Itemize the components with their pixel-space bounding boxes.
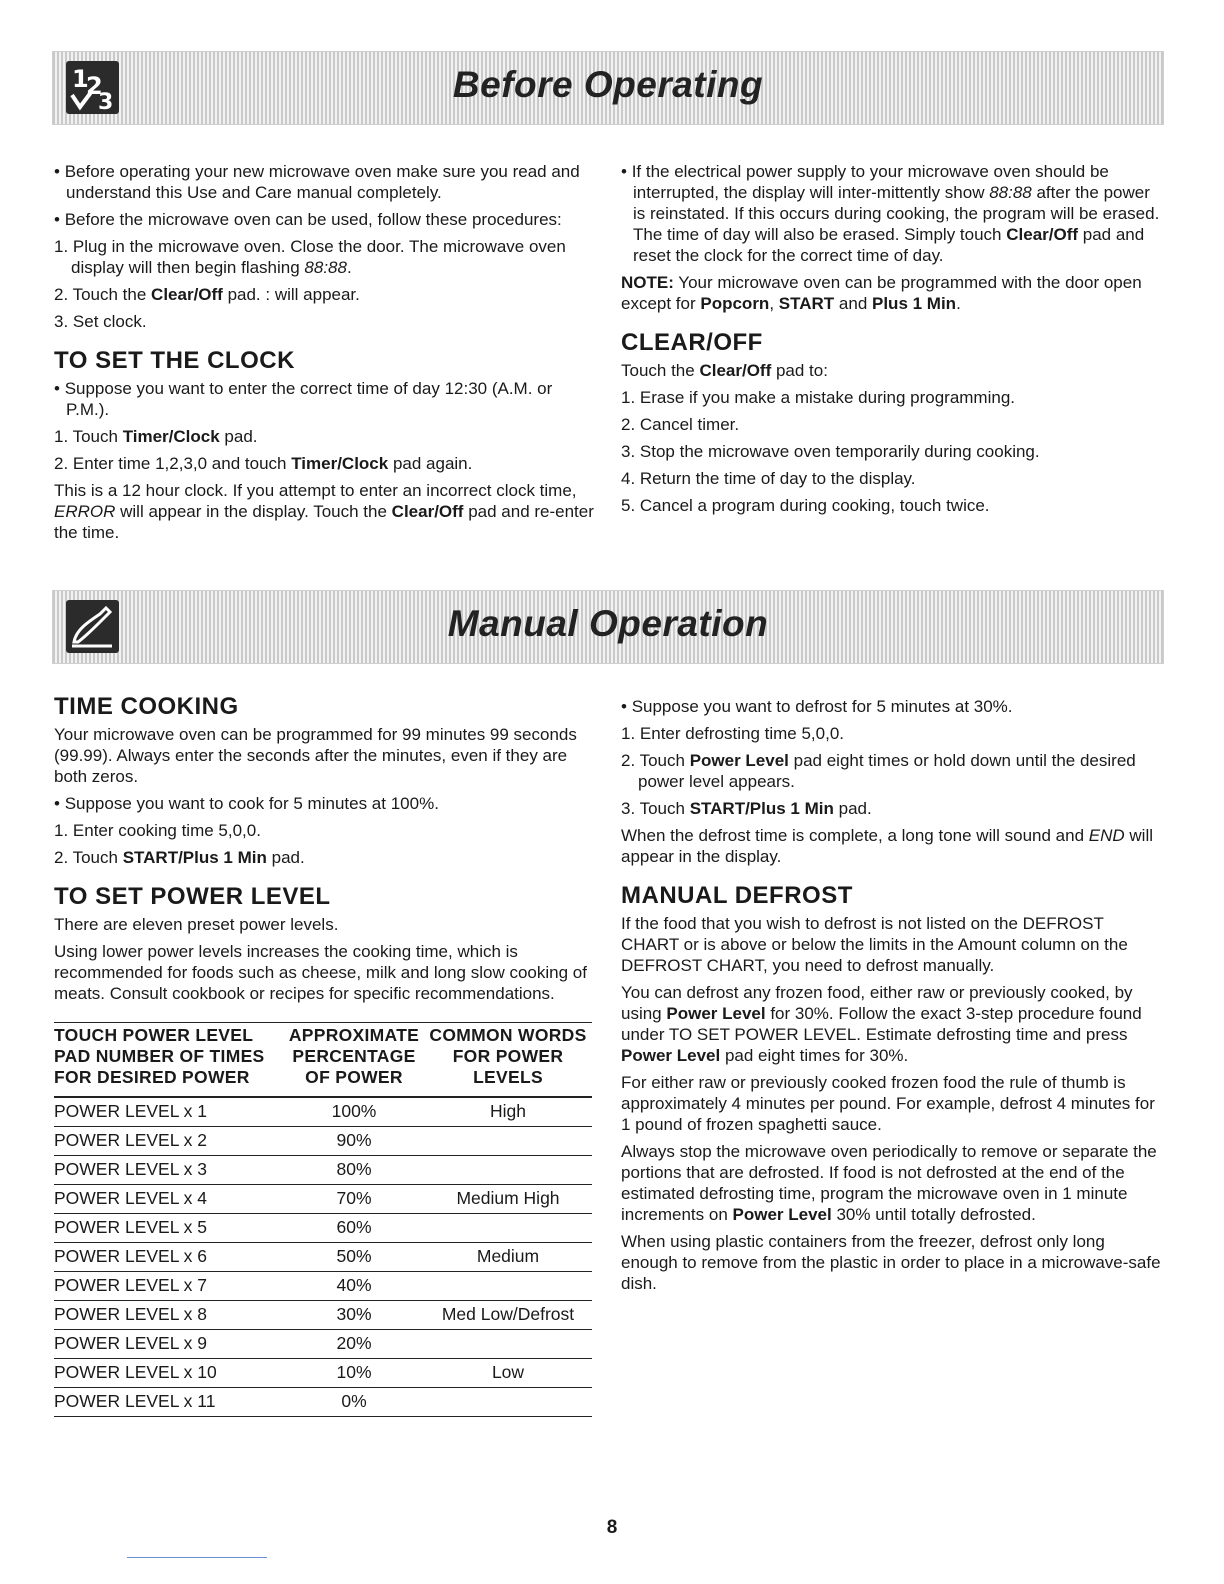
table-header: TOUCH POWER LEVEL PAD NUMBER OF TIMES FOR DESIRED POWER — [54, 1023, 284, 1098]
clear-off-heading: CLEAR/OFF — [621, 329, 763, 356]
list-item: 5. Cancel a program during cooking, touch twice. — [621, 496, 990, 515]
list-item: 2. Cancel timer. — [621, 415, 740, 434]
bullet-paragraph: • Suppose you want to cook for 5 minutes at 100%. — [54, 794, 439, 813]
banner-title: Manual Operation — [447, 603, 769, 644]
manual-defrost-heading: MANUAL DEFROST — [621, 882, 853, 909]
clock-step-2: 2. Enter time 1,2,3,0 and touch Timer/Clock pad again. — [54, 454, 473, 473]
defrost-step-2: 2. Touch Power Level pad eight times or hold down until the desired power level appears. — [621, 751, 1136, 791]
note-paragraph: NOTE: Your microwave oven can be programmed with the door open except for Popcorn, START and Plus 1 Min. — [621, 273, 1142, 313]
table-row: POWER LEVEL x 5 60% — [54, 1214, 592, 1243]
time-cooking-heading: TIME COOKING — [54, 693, 239, 720]
table-row: POWER LEVEL x 7 40% — [54, 1272, 592, 1301]
manual-defrost-paragraph: Always stop the microwave oven periodically to remove or separate the portions that are defrosted. If food is not defrosted at the end of the estimated defrosting time, program the microwave oven in 1 minute increments on Power Level 30% until totally defrosted. — [621, 1142, 1157, 1224]
bullet-paragraph: • Before operating your new microwave oven make sure you read and understand this Use and Care manual completely. — [54, 162, 580, 202]
manual-left-column — [54, 678, 596, 1417]
cook-step-1: 1. Enter cooking time 5,0,0. — [54, 821, 261, 840]
bullet-paragraph: • If the electrical power supply to your microwave oven should be interrupted, the display will inter-mittently show 88:88 after the power is reinstated. If this occurs during cooking, the program will be erased. The time of day will also be erased. Simply touch Clear/Off pad and reset the clock for the correct time of day. — [621, 162, 1160, 265]
manual-defrost-paragraph: When using plastic containers from the freezer, defrost only long enough to remove from the plastic in order to place in a microwave-safe dish. — [621, 1232, 1161, 1293]
defrost-step-3: 3. Touch START/Plus 1 Min pad. — [621, 799, 872, 818]
step-3: 3. Set clock. — [54, 312, 147, 331]
page-number: 8 — [606, 1517, 618, 1538]
footer-rule — [127, 1557, 267, 1558]
bullet-paragraph: • Suppose you want to enter the correct time of day 12:30 (A.M. or P.M.). — [54, 379, 553, 419]
manual-defrost-paragraph: You can defrost any frozen food, either raw or previously cooked, by using Power Level for 30%. Follow the exact 3-step procedure found under TO SET POWER LEVEL. Estimate defrosting time and press Power Level pad eight times for 30%. — [621, 983, 1142, 1065]
defrost-step-1: 1. Enter defrosting time 5,0,0. — [621, 724, 845, 743]
step-1: 1. Plug in the microwave oven. Close the door. The microwave oven display will then begin flashing 88:88. — [54, 237, 566, 277]
banner-title: Before Operating — [452, 64, 764, 105]
manual-defrost-paragraph: For either raw or previously cooked frozen food the rule of thumb is approximately 4 minutes per pound. For example, defrost 4 minutes for 1 pound of frozen spaghetti sauce. — [621, 1073, 1155, 1134]
svg-text:2: 2 — [86, 72, 103, 100]
svg-text:3: 3 — [98, 90, 114, 114]
before-right-column — [621, 161, 1161, 522]
list-item: 3. Stop the microwave oven temporarily during cooking. — [621, 442, 1040, 461]
table-header: APPROXIMATE PERCENTAGE OF POWER — [284, 1023, 424, 1098]
table-row: POWER LEVEL x 4 70% Medium High — [54, 1185, 592, 1214]
manual-defrost-paragraph: If the food that you wish to defrost is not listed on the DEFROST CHART or is above or below the limits in the Amount column on the DEFROST CHART, you need to defrost manually. — [621, 914, 1128, 975]
power-level-paragraph: Using lower power levels increases the cooking time, which is recommended for foods such as cheese, milk and long slow cooking of meats. Consult cookbook or recipes for specific recommendations. — [54, 942, 587, 1003]
time-cooking-paragraph: Your microwave oven can be programmed for 99 minutes 99 seconds (99.99). Always enter the seconds after the minutes, even if they are both zeros. — [54, 725, 577, 786]
power-level-heading: TO SET POWER LEVEL — [54, 883, 331, 910]
table-row: POWER LEVEL x 6 50% Medium — [54, 1243, 592, 1272]
clear-off-intro: Touch the Clear/Off pad to: — [621, 361, 828, 380]
clock-note: This is a 12 hour clock. If you attempt to enter an incorrect clock time, ERROR will appear in the display. Touch the Clear/Off pad and re-enter the time. — [54, 481, 594, 542]
table-row: POWER LEVEL x 1 100% High — [54, 1097, 592, 1127]
table-row: POWER LEVEL x 9 20% — [54, 1330, 592, 1359]
before-operating-banner — [52, 51, 1164, 125]
manual-operation-banner — [52, 590, 1164, 664]
list-item: 4. Return the time of day to the display. — [621, 469, 916, 488]
bullet-paragraph: • Before the microwave oven can be used, follow these procedures: — [54, 210, 562, 229]
svg-text:1: 1 — [72, 65, 89, 93]
bullet-paragraph: • Suppose you want to defrost for 5 minutes at 30%. — [621, 697, 1013, 716]
manual-right-column — [621, 696, 1161, 1300]
power-level-table — [54, 1022, 592, 1417]
table-header: COMMON WORDS FOR POWER LEVELS — [424, 1023, 592, 1098]
table-row: POWER LEVEL x 8 30% Med Low/Defrost — [54, 1301, 592, 1330]
table-row: POWER LEVEL x 2 90% — [54, 1127, 592, 1156]
power-level-intro: There are eleven preset power levels. — [54, 915, 339, 934]
step-2: 2. Touch the Clear/Off pad. : will appear. — [54, 285, 360, 304]
table-row: POWER LEVEL x 11 0% — [54, 1388, 592, 1417]
table-row: POWER LEVEL x 3 80% — [54, 1156, 592, 1185]
list-item: 1. Erase if you make a mistake during programming. — [621, 388, 1016, 407]
clock-step-1: 1. Touch Timer/Clock pad. — [54, 427, 258, 446]
clock-heading: TO SET THE CLOCK — [54, 347, 295, 374]
cook-step-2: 2. Touch START/Plus 1 Min pad. — [54, 848, 305, 867]
before-left-column — [54, 161, 594, 549]
defrost-end-note: When the defrost time is complete, a long tone will sound and END will appear in the display. — [621, 826, 1154, 866]
table-row: POWER LEVEL x 10 10% Low — [54, 1359, 592, 1388]
